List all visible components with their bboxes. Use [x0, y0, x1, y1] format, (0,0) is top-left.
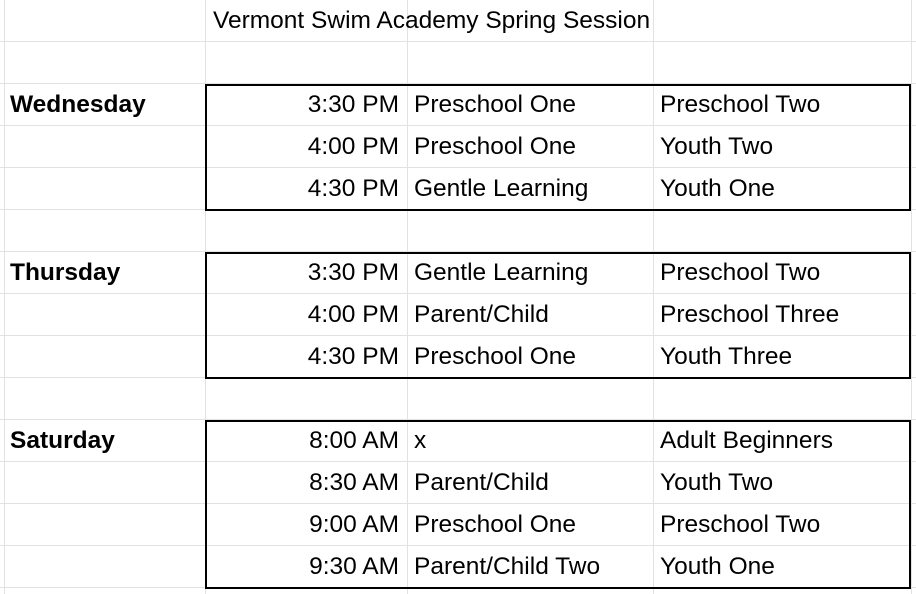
sheet-title[interactable]: Vermont Swim Academy Spring Session: [213, 7, 651, 34]
class-a-cell[interactable]: Preschool One: [414, 133, 577, 160]
class-b-cell[interactable]: Youth Three: [660, 343, 793, 370]
class-a-cell[interactable]: Gentle Learning: [414, 175, 589, 202]
class-a-cell[interactable]: Preschool One: [414, 91, 577, 118]
time-cell[interactable]: 8:30 AM: [309, 469, 399, 496]
day-label-thursday[interactable]: Thursday: [10, 259, 121, 286]
time-cell[interactable]: 3:30 PM: [307, 259, 399, 286]
class-a-cell[interactable]: Parent/Child: [414, 469, 549, 496]
time-cell[interactable]: 9:00 AM: [309, 511, 399, 538]
schedule-row: [0, 84, 916, 126]
class-b-cell[interactable]: Preschool Two: [660, 91, 821, 118]
class-b-cell[interactable]: Youth Two: [660, 133, 774, 160]
schedule-row: [0, 546, 916, 588]
class-a-cell[interactable]: x: [414, 427, 427, 454]
empty-row: [0, 378, 916, 420]
class-a-cell[interactable]: Gentle Learning: [414, 259, 589, 286]
schedule-row: [0, 294, 916, 336]
time-cell[interactable]: 9:30 AM: [309, 553, 399, 580]
schedule-row: [0, 252, 916, 294]
empty-row: [0, 42, 916, 84]
class-a-cell[interactable]: Parent/Child Two: [414, 553, 601, 580]
class-b-cell[interactable]: Preschool Two: [660, 511, 821, 538]
time-cell[interactable]: 4:00 PM: [307, 301, 399, 328]
class-b-cell[interactable]: Preschool Two: [660, 259, 821, 286]
class-a-cell[interactable]: Parent/Child: [414, 301, 549, 328]
class-b-cell[interactable]: Youth Two: [660, 469, 774, 496]
class-b-cell[interactable]: Preschool Three: [660, 301, 840, 328]
class-a-cell[interactable]: Preschool One: [414, 343, 577, 370]
time-cell[interactable]: 3:30 PM: [307, 91, 399, 118]
schedule-row: [0, 336, 916, 378]
class-b-cell[interactable]: Youth One: [660, 553, 775, 580]
title-row: [0, 0, 916, 42]
schedule-row: [0, 504, 916, 546]
time-cell[interactable]: 4:30 PM: [307, 343, 399, 370]
schedule-row: [0, 462, 916, 504]
day-label-wednesday[interactable]: Wednesday: [10, 91, 146, 118]
schedule-row: [0, 420, 916, 462]
time-cell[interactable]: 4:30 PM: [307, 175, 399, 202]
class-b-cell[interactable]: Adult Beginners: [660, 427, 833, 454]
class-a-cell[interactable]: Preschool One: [414, 511, 577, 538]
day-label-saturday[interactable]: Saturday: [10, 427, 115, 454]
time-cell[interactable]: 8:00 AM: [309, 427, 399, 454]
time-cell[interactable]: 4:00 PM: [307, 133, 399, 160]
empty-row: [0, 210, 916, 252]
schedule-row: [0, 168, 916, 210]
class-b-cell[interactable]: Youth One: [660, 175, 775, 202]
schedule-row: [0, 126, 916, 168]
